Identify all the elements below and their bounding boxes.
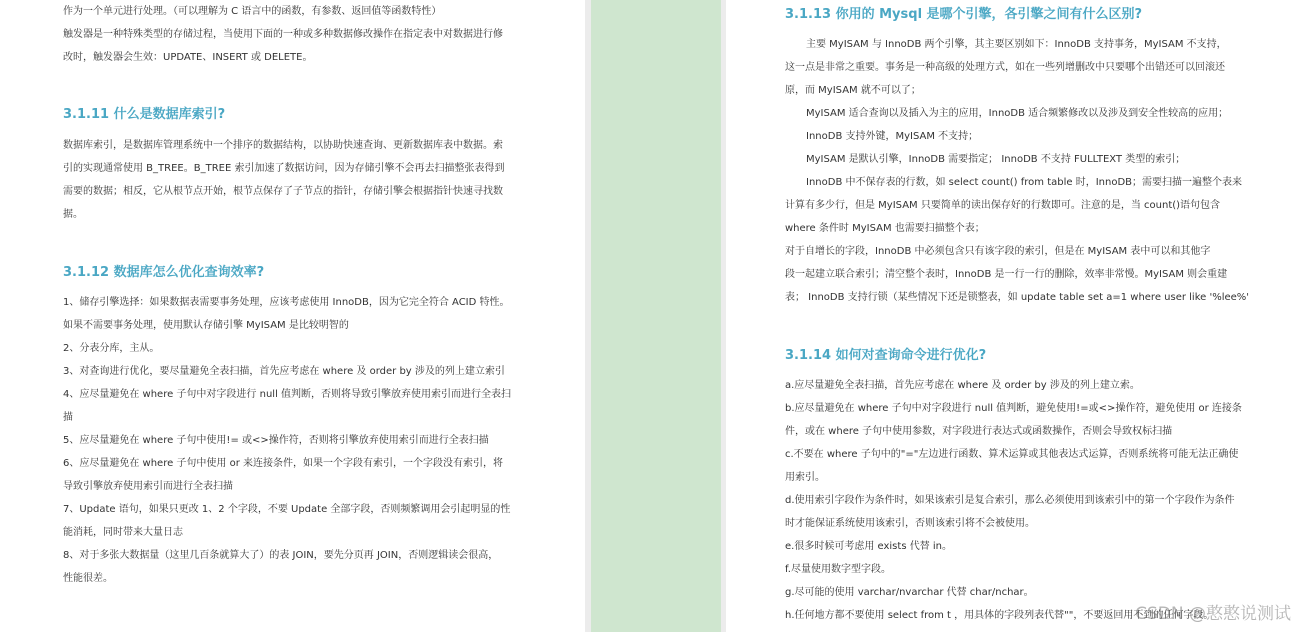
- paragraph-line: 性能很差。: [63, 573, 113, 584]
- paragraph-line: c.不要在 where 子句中的"="左边进行函数、算术运算或其他表达式运算，否则系统将可能无法正确使: [785, 449, 1239, 460]
- paragraph-line: 8、对于多张大数据量（这里几百条就算大了）的表 JOIN，要先分页再 JOIN，否则逻辑读会很高，: [63, 550, 499, 561]
- paragraph-line: a.应尽量避免全表扫描，首先应考虑在 where 及 order by 涉及的列上建立索。: [785, 380, 1140, 391]
- paragraph-line: d.使用索引字段作为条件时，如果该索引是复合索引，那么必须使用到该索引中的第一个字段作为条件: [785, 495, 1235, 506]
- paragraph-line: 件，或在 where 子句中使用参数，对字段进行表达式或函数操作，否则会导致权标扫描: [785, 426, 1173, 437]
- paragraph-line: 计算有多少行，但是 MyISAM 只要简单的读出保存好的行数即可。注意的是，当 count()语句包含: [785, 200, 1221, 211]
- paragraph-line: 作为一个单元进行处理。（可以理解为 C 语言中的函数，有参数、返回值等函数特性）: [63, 6, 442, 17]
- paragraph-line: where 条件时 MyISAM 也需要扫描整个表；: [785, 223, 985, 234]
- paragraph-line: 4、应尽量避免在 where 子句中对字段进行 null 值判断，否则将导致引擎放弃使用索引而进行全表扫: [63, 389, 512, 400]
- paragraph-line: MyISAM 是默认引擎，InnoDB 需要指定； InnoDB 不支持 FULLTEXT 类型的索引；: [806, 154, 1186, 165]
- paragraph-line: 5、应尽量避免在 where 子句中使用!= 或<>操作符，否则将引擎放弃使用索引而进行全表扫描: [63, 435, 489, 446]
- paragraph-line: b.应尽量避免在 where 子句中对字段进行 null 值判断，避免使用!=或<>操作符，避免使用 or 连接条: [785, 403, 1242, 414]
- paragraph-line: 用索引。: [785, 472, 825, 483]
- paragraph-line: g.尽可能的使用 varchar/nvarchar 代替 char/nchar。: [785, 587, 1034, 598]
- right-page: [726, 0, 1305, 632]
- paragraph-line: 主要 MyISAM 与 InnoDB 两个引擎，其主要区别如下：InnoDB 支持事务，MyISAM 不支持，: [806, 39, 1227, 50]
- paragraph-line: f.尽量使用数字型字段。: [785, 564, 891, 575]
- paragraph-line: 3、对查询进行优化，要尽量避免全表扫描，首先应考虑在 where 及 order by 涉及的列上建立索引: [63, 366, 505, 377]
- section-title: 3.1.11 什么是数据库索引?: [63, 107, 226, 122]
- paragraph-line: 这一点是非常之重要。事务是一种高级的处理方式，如在一些列增删改中只要哪个出错还可以回滚还: [785, 62, 1225, 73]
- paragraph-line: e.很多时候可考虑用 exists 代替 in。: [785, 541, 952, 552]
- left-page: [0, 0, 585, 632]
- paragraph-line: 需要的数据；相反，它从根节点开始，根节点保存了子节点的指针，存储引擎会根据指针快速寻找数: [63, 186, 503, 197]
- paragraph-line: 7、Update 语句，如果只更改 1、2 个字段，不要 Update 全部字段，否则频繁调用会引起明显的性: [63, 504, 511, 515]
- paragraph-line: 段一起建立联合索引；清空整个表时，InnoDB 是一行一行的删除，效率非常慢。MyISAM 则会重建: [785, 269, 1228, 280]
- paragraph-line: h.任何地方都不要使用 select from t ，用具体的字段列表代替""，不要返回用不到的任何字段。: [785, 610, 1214, 621]
- section-title: 3.1.14 如何对查询命令进行优化?: [785, 348, 987, 363]
- paragraph-line: 数据库索引，是数据库管理系统中一个排序的数据结构，以协助快速查询、更新数据库表中数据。索: [63, 140, 503, 151]
- paragraph-line: 2、分表分库，主从。: [63, 343, 160, 354]
- paragraph-line: 1、储存引擎选择：如果数据表需要事务处理，应该考虑使用 InnoDB，因为它完全符合 ACID 特性。: [63, 297, 510, 308]
- paragraph-line: 能消耗，同时带来大量日志: [63, 527, 183, 538]
- paragraph-line: 描: [63, 412, 73, 423]
- paragraph-line: 6、应尽量避免在 where 子句中使用 or 来连接条件，如果一个字段有索引，一个字段没有索引，将: [63, 458, 504, 469]
- paragraph-line: 导致引擎放弃使用索引而进行全表扫描: [63, 481, 233, 492]
- paragraph-line: 据。: [63, 209, 83, 220]
- paragraph-line: 改时，触发器会生效：UPDATE、INSERT 或 DELETE。: [63, 52, 313, 63]
- paragraph-line: 表； InnoDB 支持行锁（某些情况下还是锁整表，如 update table set a=1 where user like '%lee%': [785, 292, 1250, 303]
- section-title: 3.1.13 你用的 Mysql 是哪个引擎，各引擎之间有什么区别?: [785, 7, 1143, 22]
- section-title: 3.1.12 数据库怎么优化查询效率?: [63, 265, 265, 280]
- paragraph-line: 触发器是一种特殊类型的存储过程，当使用下面的一种或多种数据修改操作在指定表中对数据进行修: [63, 29, 503, 40]
- viewer-background: [591, 0, 721, 632]
- paragraph-line: 如果不需要事务处理，使用默认存储引擎 MyISAM 是比较明智的: [63, 320, 349, 331]
- paragraph-line: 时才能保证系统使用该索引，否则该索引将不会被使用。: [785, 518, 1035, 529]
- paragraph-line: InnoDB 中不保存表的行数，如 select count() from table 时，InnoDB；需要扫描一遍整个表来: [806, 177, 1243, 188]
- paragraph-line: MyISAM 适合查询以及插入为主的应用，InnoDB 适合频繁修改以及涉及到安全性较高的应用；: [806, 108, 1229, 119]
- csdn-watermark: CSDN @憨憨说测试: [1135, 604, 1291, 624]
- paragraph-line: 对于自增长的字段，InnoDB 中必须包含只有该字段的索引，但是在 MyISAM 表中可以和其他字: [785, 246, 1211, 257]
- paragraph-line: 引的实现通常使用 B_TREE。B_TREE 索引加速了数据访问，因为存储引擎不会再去扫描整张表得到: [63, 163, 505, 174]
- paragraph-line: InnoDB 支持外键，MyISAM 不支持；: [806, 131, 979, 142]
- paragraph-line: 原，而 MyISAM 就不可以了；: [785, 85, 921, 96]
